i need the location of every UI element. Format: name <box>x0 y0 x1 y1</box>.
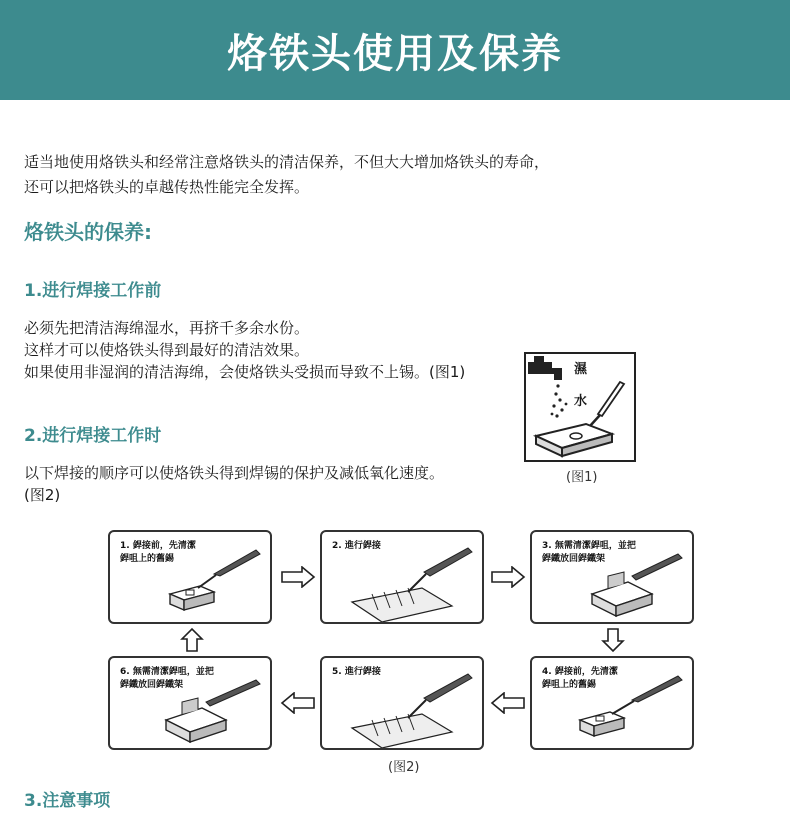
step-3-line-1: 3. 無需清潔銲咀，並把 <box>542 541 636 551</box>
step-2-line-1: 2. 進行銲接 <box>332 541 381 551</box>
arrow-left-icon <box>280 692 316 714</box>
subsection-2-text <box>24 462 504 506</box>
figure-2-caption: (图2) <box>388 760 420 775</box>
subsection-1-line: 如果使用非湿润的清洁海绵，会使烙铁头受损而导致不上锡。(图1) <box>24 363 466 381</box>
section-title: 烙铁头的保养: <box>24 220 152 244</box>
arrow-right-icon <box>490 566 526 588</box>
subsection-1-title: 1.进行焊接工作前 <box>24 281 162 301</box>
step-5-line-1: 5. 進行銲接 <box>332 667 381 677</box>
step-4-box <box>530 656 694 750</box>
step-3-box <box>530 530 694 624</box>
step-1-line-1: 1. 銲接前，先清潔 <box>120 541 196 551</box>
step-3-line-2: 銲鐵放回銲鐵架 <box>542 554 606 564</box>
intro-line-2: 还可以把烙铁头的卓越传热性能完全发挥。 <box>24 178 310 196</box>
step-6-box <box>108 656 272 750</box>
step-4-line-2: 銲咀上的舊錫 <box>542 680 597 690</box>
arrow-left-icon <box>490 692 526 714</box>
header-banner <box>0 0 790 100</box>
intro-paragraph <box>24 150 764 200</box>
subsection-2-title: 2.进行焊接工作时 <box>24 426 162 446</box>
subsection-1-text <box>24 317 524 383</box>
page-title: 烙铁头使用及保养 <box>227 30 563 77</box>
step-4-line-1: 4. 銲接前，先清潔 <box>542 667 618 677</box>
arrow-right-icon <box>280 566 316 588</box>
step-2-box <box>320 530 484 624</box>
step-1-box <box>108 530 272 624</box>
arrow-up-icon <box>180 627 204 653</box>
step-6-line-2: 銲鐵放回銲鐵架 <box>120 680 184 690</box>
subsection-1-line: 这样才可以使烙铁头得到最好的清洁效果。 <box>24 341 310 359</box>
figure-1-caption: (图1) <box>566 470 598 485</box>
figure-1-label-wet: 濕 <box>574 362 588 377</box>
intro-line-1: 适当地使用烙铁头和经常注意烙铁头的清洁保养，不但大大增加烙铁头的寿命， <box>24 153 550 171</box>
figure-1-illustration <box>524 352 636 462</box>
subsection-1-line: 必须先把清洁海绵湿水，再挤千多余水份。 <box>24 319 310 337</box>
figure-1-label-water: 水 <box>574 394 588 409</box>
subsection-3-title: 3.注意事项 <box>24 791 111 811</box>
step-6-line-1: 6. 無需清潔銲咀，並把 <box>120 667 214 677</box>
subsection-2-line-2: (图2) <box>24 486 61 504</box>
subsection-2-line-1: 以下焊接的顺序可以使烙铁头得到焊锡的保护及减低氧化速度。 <box>24 464 445 482</box>
step-5-box <box>320 656 484 750</box>
step-1-line-2: 銲咀上的舊錫 <box>120 554 175 564</box>
arrow-down-icon <box>601 627 625 653</box>
